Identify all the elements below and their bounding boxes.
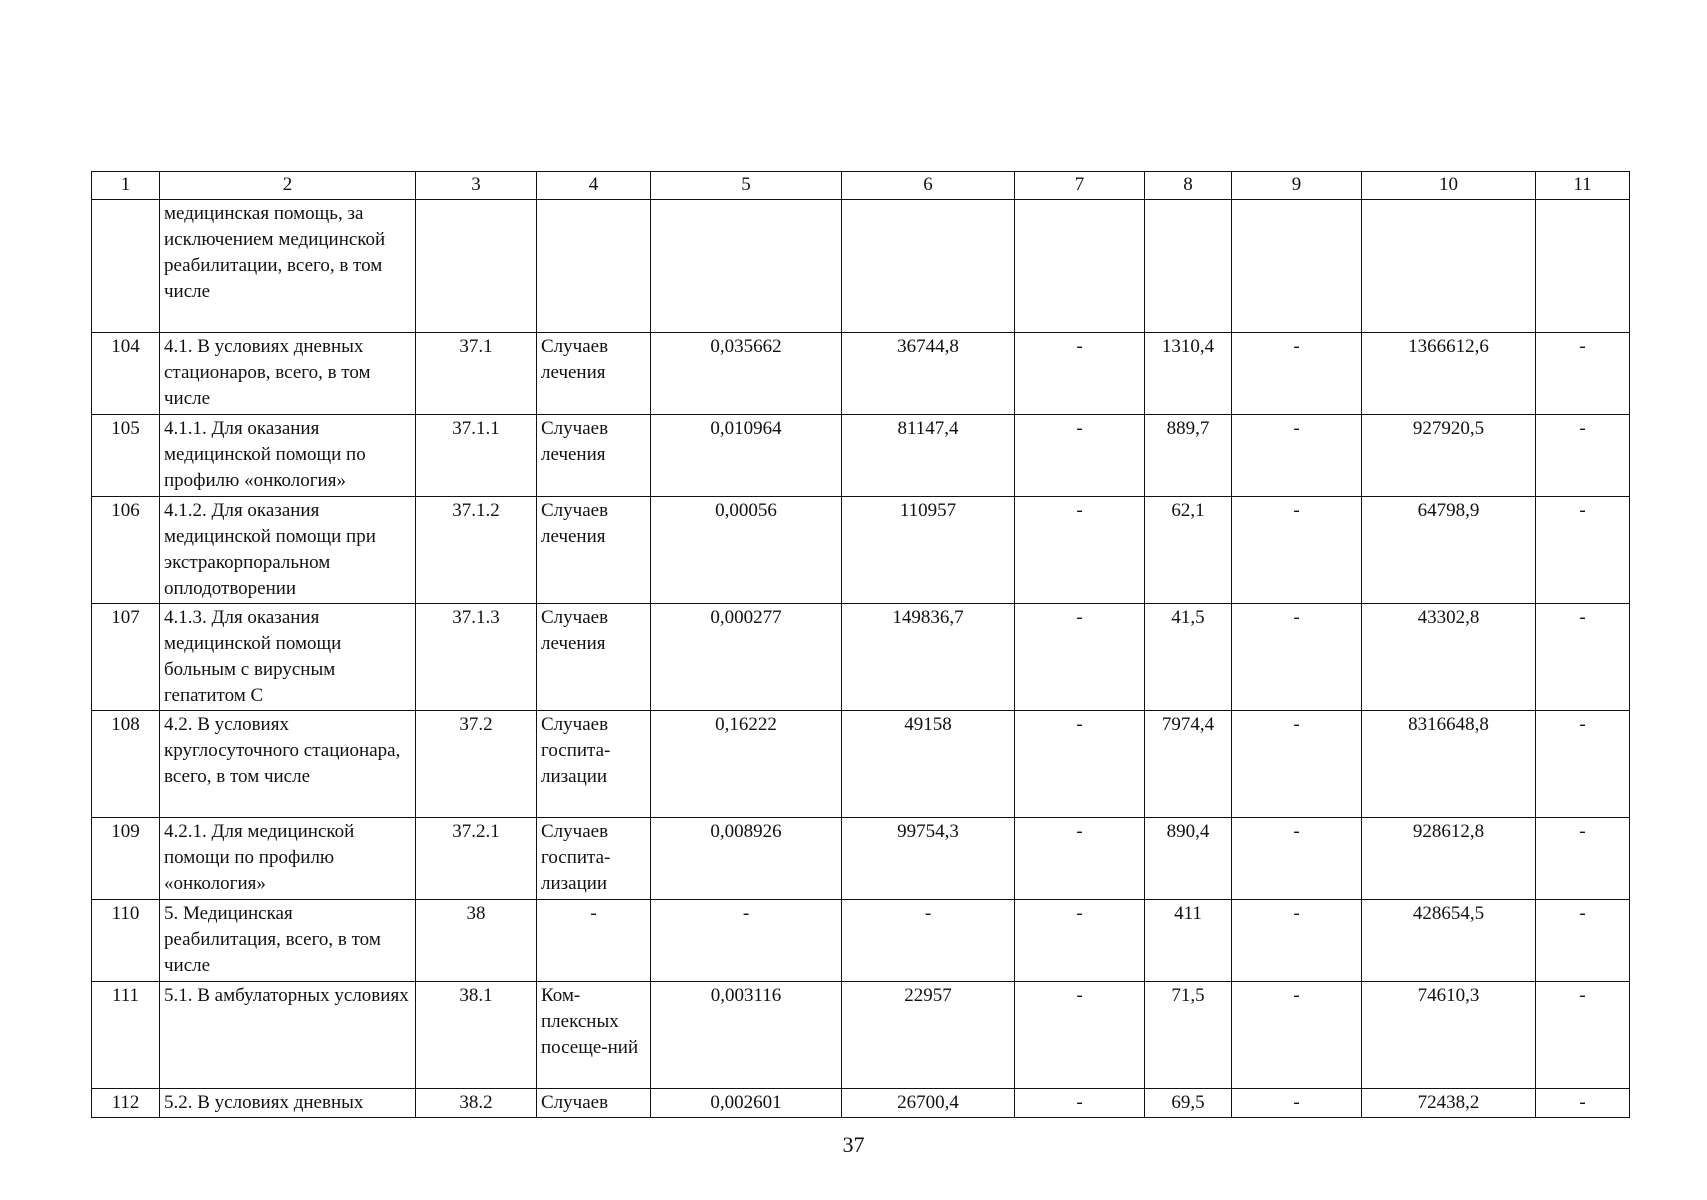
header-cell-col4: 4 bbox=[537, 172, 651, 200]
header-cell-col8: 8 bbox=[1145, 172, 1232, 200]
description-cell: 5.1. В амбулаторных условиях bbox=[160, 982, 416, 1089]
value-cell-col8: 411 bbox=[1145, 900, 1232, 982]
value-cell-col7: - bbox=[1015, 818, 1145, 900]
value-cell-col8: 1310,4 bbox=[1145, 333, 1232, 415]
row-number-cell: 112 bbox=[92, 1089, 160, 1118]
header-cell-col11: 11 bbox=[1536, 172, 1630, 200]
unit-cell: Случаев лечения bbox=[537, 415, 651, 497]
value-cell-col6: 36744,8 bbox=[842, 333, 1015, 415]
value-cell-col7: - bbox=[1015, 497, 1145, 604]
table-row bbox=[92, 900, 1630, 982]
value-cell-col6: 81147,4 bbox=[842, 415, 1015, 497]
value-cell-col6: 149836,7 bbox=[842, 604, 1015, 711]
value-cell-col11: - bbox=[1536, 415, 1630, 497]
unit-cell bbox=[537, 200, 651, 333]
value-cell-col10: 428654,5 bbox=[1362, 900, 1536, 982]
value-cell-col10: 43302,8 bbox=[1362, 604, 1536, 711]
value-cell-col11: - bbox=[1536, 497, 1630, 604]
unit-cell: - bbox=[537, 900, 651, 982]
line-code-cell bbox=[416, 200, 537, 333]
value-cell-col8: 62,1 bbox=[1145, 497, 1232, 604]
value-cell-col9: - bbox=[1232, 604, 1362, 711]
value-cell-col6: 110957 bbox=[842, 497, 1015, 604]
value-cell-col10: 72438,2 bbox=[1362, 1089, 1536, 1118]
header-cell-col7: 7 bbox=[1015, 172, 1145, 200]
description-cell: 4.1. В условиях дневных стационаров, всего, в том числе bbox=[160, 333, 416, 415]
line-code-cell: 37.2.1 bbox=[416, 818, 537, 900]
value-cell-col7: - bbox=[1015, 982, 1145, 1089]
unit-cell: Случаев bbox=[537, 1089, 651, 1118]
row-number-cell: 104 bbox=[92, 333, 160, 415]
table-row bbox=[92, 497, 1630, 604]
value-cell-col10: 927920,5 bbox=[1362, 415, 1536, 497]
value-cell-col6 bbox=[842, 200, 1015, 333]
value-cell-col6: 99754,3 bbox=[842, 818, 1015, 900]
value-cell-col9: - bbox=[1232, 1089, 1362, 1118]
description-cell: 4.1.2. Для оказания медицинской помощи при экстракорпоральном оплодотворении bbox=[160, 497, 416, 604]
value-cell-col11: - bbox=[1536, 604, 1630, 711]
line-code-cell: 37.1 bbox=[416, 333, 537, 415]
line-code-cell: 37.1.2 bbox=[416, 497, 537, 604]
table-header bbox=[92, 172, 1630, 200]
value-cell-col8: 7974,4 bbox=[1145, 711, 1232, 818]
description-cell: 4.2.1. Для медицинской помощи по профилю «онкология» bbox=[160, 818, 416, 900]
line-code-cell: 37.2 bbox=[416, 711, 537, 818]
table-row bbox=[92, 333, 1630, 415]
value-cell-col5: 0,00056 bbox=[651, 497, 842, 604]
header-cell-col1: 1 bbox=[92, 172, 160, 200]
value-cell-col9: - bbox=[1232, 333, 1362, 415]
value-cell-col10: 1366612,6 bbox=[1362, 333, 1536, 415]
value-cell-col5 bbox=[651, 200, 842, 333]
value-cell-col5: - bbox=[651, 900, 842, 982]
header-cell-col9: 9 bbox=[1232, 172, 1362, 200]
value-cell-col6: 22957 bbox=[842, 982, 1015, 1089]
row-number-cell: 110 bbox=[92, 900, 160, 982]
row-number-cell: 106 bbox=[92, 497, 160, 604]
description-cell: 5. Медицинская реабилитация, всего, в том числе bbox=[160, 900, 416, 982]
line-code-cell: 38.2 bbox=[416, 1089, 537, 1118]
row-number-cell: 109 bbox=[92, 818, 160, 900]
value-cell-col7: - bbox=[1015, 333, 1145, 415]
line-code-cell: 38.1 bbox=[416, 982, 537, 1089]
value-cell-col5: 0,003116 bbox=[651, 982, 842, 1089]
value-cell-col5: 0,000277 bbox=[651, 604, 842, 711]
value-cell-col9: - bbox=[1232, 497, 1362, 604]
line-code-cell: 37.1.3 bbox=[416, 604, 537, 711]
value-cell-col10: 74610,3 bbox=[1362, 982, 1536, 1089]
value-cell-col7: - bbox=[1015, 711, 1145, 818]
header-cell-col6: 6 bbox=[842, 172, 1015, 200]
header-cell-col3: 3 bbox=[416, 172, 537, 200]
value-cell-col7 bbox=[1015, 200, 1145, 333]
value-cell-col8: 71,5 bbox=[1145, 982, 1232, 1089]
value-cell-col5: 0,035662 bbox=[651, 333, 842, 415]
value-cell-col10 bbox=[1362, 200, 1536, 333]
value-cell-col10: 8316648,8 bbox=[1362, 711, 1536, 818]
value-cell-col9: - bbox=[1232, 711, 1362, 818]
table-row bbox=[92, 711, 1630, 818]
value-cell-col11: - bbox=[1536, 900, 1630, 982]
value-cell-col7: - bbox=[1015, 1089, 1145, 1118]
value-cell-col11: - bbox=[1536, 333, 1630, 415]
description-cell: 4.1.3. Для оказания медицинской помощи больным с вирусным гепатитом С bbox=[160, 604, 416, 711]
header-row bbox=[92, 172, 1630, 200]
value-cell-col5: 0,008926 bbox=[651, 818, 842, 900]
unit-cell: Случаев лечения bbox=[537, 497, 651, 604]
value-cell-col8: 890,4 bbox=[1145, 818, 1232, 900]
value-cell-col9: - bbox=[1232, 415, 1362, 497]
value-cell-col5: 0,16222 bbox=[651, 711, 842, 818]
value-cell-col8: 889,7 bbox=[1145, 415, 1232, 497]
unit-cell: Ком-плексных посеще-ний bbox=[537, 982, 651, 1089]
unit-cell: Случаев госпита-лизации bbox=[537, 818, 651, 900]
value-cell-col6: 49158 bbox=[842, 711, 1015, 818]
table-body bbox=[92, 200, 1630, 1118]
value-cell-col6: - bbox=[842, 900, 1015, 982]
table-row bbox=[92, 818, 1630, 900]
value-cell-col7: - bbox=[1015, 900, 1145, 982]
value-cell-col9: - bbox=[1232, 900, 1362, 982]
value-cell-col5: 0,002601 bbox=[651, 1089, 842, 1118]
table-row bbox=[92, 1089, 1630, 1118]
value-cell-col7: - bbox=[1015, 604, 1145, 711]
value-cell-col11 bbox=[1536, 200, 1630, 333]
value-cell-col10: 928612,8 bbox=[1362, 818, 1536, 900]
row-number-cell: 108 bbox=[92, 711, 160, 818]
header-cell-col10: 10 bbox=[1362, 172, 1536, 200]
unit-cell: Случаев лечения bbox=[537, 333, 651, 415]
description-cell: медицинская помощь, за исключением медицинской реабилитации, всего, в том числе bbox=[160, 200, 416, 333]
row-number-cell: 105 bbox=[92, 415, 160, 497]
value-cell-col10: 64798,9 bbox=[1362, 497, 1536, 604]
table-row bbox=[92, 604, 1630, 711]
unit-cell: Случаев госпита-лизации bbox=[537, 711, 651, 818]
value-cell-col7: - bbox=[1015, 415, 1145, 497]
description-cell: 5.2. В условиях дневных bbox=[160, 1089, 416, 1118]
header-cell-col2: 2 bbox=[160, 172, 416, 200]
page-number: 37 bbox=[842, 1132, 865, 1157]
value-cell-col11: - bbox=[1536, 711, 1630, 818]
header-cell-col5: 5 bbox=[651, 172, 842, 200]
value-cell-col11: - bbox=[1536, 982, 1630, 1089]
row-number-cell: 111 bbox=[92, 982, 160, 1089]
table-row bbox=[92, 200, 1630, 333]
value-cell-col11: - bbox=[1536, 1089, 1630, 1118]
table-row bbox=[92, 982, 1630, 1089]
value-cell-col5: 0,010964 bbox=[651, 415, 842, 497]
line-code-cell: 37.1.1 bbox=[416, 415, 537, 497]
description-cell: 4.1.1. Для оказания медицинской помощи по профилю «онкология» bbox=[160, 415, 416, 497]
table-row bbox=[92, 415, 1630, 497]
value-cell-col9: - bbox=[1232, 982, 1362, 1089]
value-cell-col6: 26700,4 bbox=[842, 1089, 1015, 1118]
unit-cell: Случаев лечения bbox=[537, 604, 651, 711]
value-cell-col9 bbox=[1232, 200, 1362, 333]
line-code-cell: 38 bbox=[416, 900, 537, 982]
value-cell-col9: - bbox=[1232, 818, 1362, 900]
description-cell: 4.2. В условиях круглосуточного стационара, всего, в том числе bbox=[160, 711, 416, 818]
data-table bbox=[91, 171, 1630, 1118]
value-cell-col11: - bbox=[1536, 818, 1630, 900]
value-cell-col8 bbox=[1145, 200, 1232, 333]
value-cell-col8: 69,5 bbox=[1145, 1089, 1232, 1118]
row-number-cell bbox=[92, 200, 160, 333]
row-number-cell: 107 bbox=[92, 604, 160, 711]
value-cell-col8: 41,5 bbox=[1145, 604, 1232, 711]
